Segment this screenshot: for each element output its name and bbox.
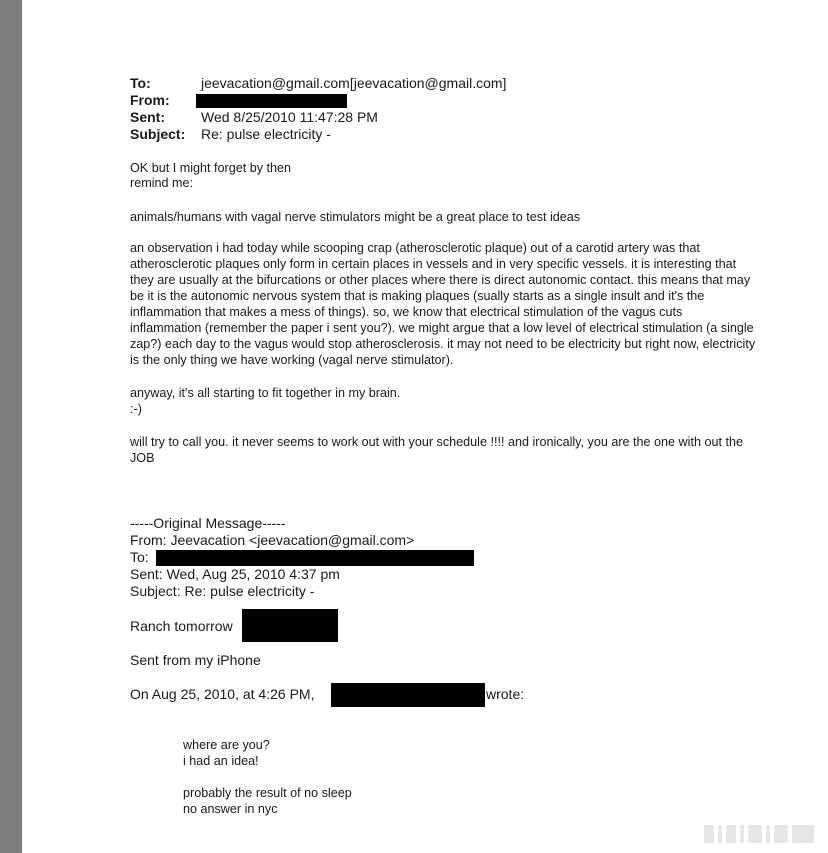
redaction-ranch xyxy=(242,609,338,642)
body-paragraph-1: animals/humans with vagal nerve stimulators might be a great place to test ideas xyxy=(130,210,581,224)
quoted-line-3: probably the result of no sleep xyxy=(183,786,352,800)
subject-label: Subject: xyxy=(130,126,186,142)
quoted-line-4: no answer in nyc xyxy=(183,802,278,816)
original-to: To: xyxy=(130,549,149,565)
original-message-divider: -----Original Message----- xyxy=(130,515,286,531)
on-date-text: On Aug 25, 2010, at 4:26 PM, xyxy=(130,686,315,702)
from-label: From: xyxy=(130,92,170,108)
body-paragraph-2-line: atherosclerotic plaques only form in certain places in vessels and in very specific vessels. it is interesting that xyxy=(130,257,737,271)
body-paragraph-2-line: inflammation (remember the paper i sent you?). we might argue that a low level of electrical stimulation (a single xyxy=(130,321,754,335)
body-paragraph-2-line: be it is the autonomic nervous system that is making plaques (sually starts as a single insult and it's the xyxy=(130,289,705,303)
to-value: jeevacation@gmail.com[jeevacation@gmail.com] xyxy=(201,75,507,91)
to-label: To: xyxy=(130,75,151,91)
body-paragraph-2-line: they are usually at the bifurcations or other places where there is direct autonomic contact. this means that may xyxy=(130,273,751,287)
body-paragraph-2-line: zap?) each day to the vagus would stop atherosclerosis. it may not need to be electricity but right now, electricity xyxy=(130,337,756,351)
body-paragraph-3-line-1: anyway, it's all starting to fit together in my brain. xyxy=(130,386,401,400)
redaction-original-to xyxy=(156,550,474,566)
body-paragraph-2-line: is the only thing we have working (vagal nerve stimulator). xyxy=(130,353,454,367)
watermark-logo xyxy=(700,822,820,846)
body-line-1: OK but I might forget by then xyxy=(130,161,292,175)
original-from: From: Jeevacation <jeevacation@gmail.com> xyxy=(130,532,415,548)
redaction-sender xyxy=(331,683,485,707)
body-paragraph-3-line-2: :-) xyxy=(130,402,142,416)
subject-value: Re: pulse electricity - xyxy=(201,126,331,142)
quoted-line-2: i had an idea! xyxy=(183,754,259,768)
body-paragraph-4-line-2: JOB xyxy=(130,451,155,465)
original-sent: Sent: Wed, Aug 25, 2010 4:37 pm xyxy=(130,566,340,582)
sent-value: Wed 8/25/2010 11:47:28 PM xyxy=(201,109,378,125)
sent-label: Sent: xyxy=(130,109,165,125)
redaction-from xyxy=(196,94,347,108)
left-margin-bar xyxy=(0,0,22,853)
original-subject: Subject: Re: pulse electricity - xyxy=(130,583,315,599)
body-paragraph-2-line: inflammation that makes a mess of things). so, we know that electrical stimulation of the vagus cuts xyxy=(130,305,683,319)
quoted-line-1: where are you? xyxy=(183,738,270,752)
body-paragraph-2-line: an observation i had today while scooping crap (atherosclerotic plaque) out of a carotid artery was that xyxy=(130,241,700,255)
body-line-2: remind me: xyxy=(130,176,193,190)
sent-from-iphone: Sent from my iPhone xyxy=(130,652,261,668)
wrote-text: wrote: xyxy=(486,686,525,702)
ranch-tomorrow-text: Ranch tomorrow xyxy=(130,618,233,634)
body-paragraph-4-line-1: will try to call you. it never seems to work out with your schedule !!!! and ironically, you are the one with out the xyxy=(130,435,743,449)
